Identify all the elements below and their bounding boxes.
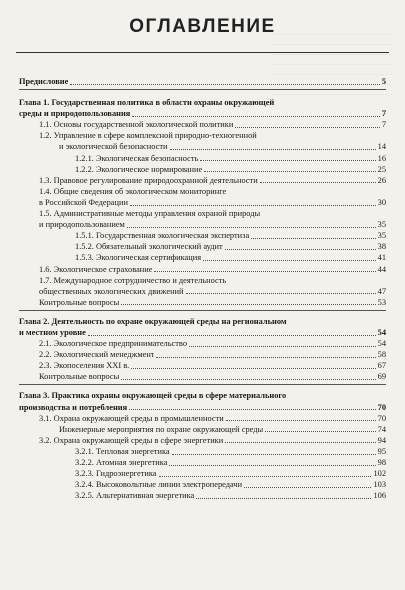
- chapter-1-title[interactable]: [19, 108, 386, 119]
- entry-text: 1.5.3. Экологическая сертификация: [75, 253, 202, 263]
- page-number: 69: [377, 372, 386, 382]
- leader-dots: [251, 238, 375, 239]
- toc-entry-3-2[interactable]: [19, 435, 386, 446]
- page-title: ОГЛАВЛЕНИЕ: [129, 16, 276, 37]
- toc-entry-1-3[interactable]: [19, 175, 386, 186]
- entry-text: и экологической безопасности: [59, 142, 168, 152]
- leader-dots: [129, 409, 375, 410]
- toc-entry-1-5-1[interactable]: [19, 230, 386, 241]
- toc-entry-1-7[interactable]: [19, 286, 386, 297]
- leader-dots: [154, 271, 375, 272]
- toc-entry-1-5-3[interactable]: [19, 252, 386, 263]
- entry-text: 1.5.1. Государственная экологическая экспертиза: [75, 231, 250, 241]
- entry-text: 3.2.1. Тепловая энергетика: [75, 446, 170, 456]
- toc-entry-3-2-2[interactable]: [19, 457, 386, 468]
- chapter-2-block: [19, 316, 386, 386]
- page-number: 47: [377, 286, 386, 296]
- leader-dots: [200, 160, 375, 161]
- entry-text: и природопользованием: [39, 220, 125, 230]
- entry-text: 1.5.2. Обязательный экологический аудит: [75, 242, 223, 252]
- leader-dots: [159, 476, 372, 477]
- chapter-3-title[interactable]: [19, 402, 386, 413]
- page-number: 38: [377, 242, 386, 252]
- page-number: 95: [377, 446, 386, 456]
- entry-text: 2.3. Экопоселения XXI в.: [39, 361, 130, 371]
- page-number: 53: [377, 297, 386, 307]
- preface-block: [19, 76, 386, 90]
- entry-text: в Российской Федерации: [39, 197, 128, 207]
- toc-entry-2-1[interactable]: [19, 338, 386, 349]
- toc-entry-1-4-line1[interactable]: 1.4. Общие сведения об экологическом мониторинге: [39, 186, 227, 196]
- leader-dots: [260, 182, 376, 183]
- page-number: 98: [377, 458, 386, 467]
- entry-text: Контрольные вопросы: [39, 372, 120, 382]
- page-number: 54: [377, 327, 386, 337]
- entry-text: 1.6. Экологическое страхование: [39, 264, 153, 274]
- page-number: 5: [381, 77, 386, 86]
- page-number: 30: [377, 197, 386, 207]
- leader-dots: [131, 368, 375, 369]
- toc-entry-1-5[interactable]: [19, 219, 386, 230]
- table-of-contents: [19, 76, 386, 501]
- page-number: 67: [377, 361, 386, 371]
- page-number: 41: [377, 253, 386, 263]
- page-number: 16: [377, 153, 386, 163]
- leader-dots: [235, 127, 379, 128]
- leader-dots: [121, 304, 375, 305]
- toc-entry-1-5-line1[interactable]: 1.5. Административные методы управления охраной природы: [39, 209, 261, 219]
- leader-dots: [196, 498, 371, 499]
- page-number: 7: [381, 120, 386, 130]
- leader-dots: [156, 357, 375, 358]
- toc-entry-1-2-2[interactable]: [19, 164, 386, 175]
- leader-dots: [244, 487, 371, 488]
- entry-text: 3.2.2. Атомная энергетика: [75, 458, 168, 467]
- leader-dots: [130, 205, 376, 206]
- page-number: 103: [373, 480, 386, 490]
- page-number: 70: [377, 413, 386, 423]
- chapter-1-block: [19, 97, 386, 311]
- toc-entry-1-2-line1[interactable]: 1.2. Управление в сфере комплексной природно-техногенной: [39, 131, 257, 141]
- entry-text: производства и потребления: [19, 402, 128, 412]
- toc-entry-1-1[interactable]: [19, 119, 386, 130]
- leader-dots: [88, 335, 376, 336]
- entry-text: Предисловие: [19, 77, 69, 86]
- page-number: 54: [377, 339, 386, 349]
- leader-dots: [226, 420, 376, 421]
- toc-entry-1-4[interactable]: [19, 197, 386, 208]
- leader-dots: [170, 149, 376, 150]
- entry-text: 1.2.2. Экологическое нормирование: [75, 164, 203, 174]
- leader-dots: [169, 465, 375, 466]
- page-number: 7: [381, 109, 386, 119]
- toc-entry-2-3[interactable]: [19, 360, 386, 371]
- title-divider: [16, 52, 389, 53]
- entry-text: 2.2. Экологический менеджмент: [39, 350, 155, 360]
- toc-entry-3-1[interactable]: [19, 413, 386, 424]
- entry-text: 3.1. Охрана окружающей среды в промышленности: [39, 413, 224, 423]
- leader-dots: [186, 293, 376, 294]
- entry-text: 3.2.3. Гидроэнергетика: [75, 469, 157, 479]
- chapter-1-title-line1[interactable]: Глава 1. Государственная политика в области охраны окружающей: [19, 98, 275, 108]
- toc-entry-ch2-questions[interactable]: [19, 371, 386, 382]
- entry-text: 1.1. Основы государственной экологической политики: [39, 120, 234, 130]
- leader-dots: [132, 116, 379, 117]
- entry-text: 3.2.4. Высоковольтные линии электропередачи: [75, 480, 243, 490]
- leader-dots: [189, 346, 376, 347]
- chapter-2-title[interactable]: [19, 327, 386, 338]
- entry-text: 2.1. Экологическое предпринимательство: [39, 339, 188, 349]
- toc-entry-3-2-4[interactable]: [19, 479, 386, 490]
- entry-text: 3.2.5. Альтернативная энергетика: [75, 491, 195, 501]
- page-number: 94: [377, 435, 386, 445]
- toc-entry-2-2[interactable]: [19, 349, 386, 360]
- page-number: 106: [373, 491, 386, 501]
- toc-entry-preface[interactable]: [19, 76, 386, 87]
- page-number: 44: [377, 264, 386, 274]
- page-number: 35: [377, 220, 386, 230]
- entry-text: и местном уровне: [19, 327, 86, 337]
- toc-entry-3-2-5[interactable]: [19, 490, 386, 501]
- entry-text: Инженерные мероприятия по охране окружающей среды: [59, 424, 264, 434]
- toc-entry-1-2-1[interactable]: [19, 153, 386, 164]
- page-number: 58: [377, 350, 386, 360]
- leader-dots: [203, 260, 376, 261]
- toc-entry-1-2[interactable]: [19, 141, 386, 152]
- chapter-3-block: [19, 390, 386, 501]
- chapter-3-title-line1[interactable]: Глава 3. Практика охраны окружающей среды в сфере материального: [19, 391, 287, 401]
- toc-entry-3-2-3[interactable]: [19, 468, 386, 479]
- page-number: 14: [377, 142, 386, 152]
- entry-text: 1.2.1. Экологическая безопасность: [75, 153, 199, 163]
- entry-text: Контрольные вопросы: [39, 297, 120, 307]
- leader-dots: [225, 442, 375, 443]
- entry-text: общественных экологических движений: [39, 286, 184, 296]
- leader-dots: [204, 171, 375, 172]
- toc-entry-1-7-line1[interactable]: 1.7. Международное сотрудничество и деятельность: [39, 275, 227, 285]
- toc-entry-3-1-engineering[interactable]: [19, 424, 386, 435]
- page-number: 102: [373, 469, 386, 479]
- leader-dots: [127, 227, 376, 228]
- leader-dots: [225, 249, 376, 250]
- page-number: 25: [377, 164, 386, 174]
- page-number: 74: [377, 424, 386, 434]
- leader-dots: [121, 379, 375, 380]
- toc-entry-1-5-2[interactable]: [19, 241, 386, 252]
- page-number: 70: [377, 402, 386, 412]
- toc-entry-ch1-questions[interactable]: [19, 297, 386, 308]
- page-number: 26: [377, 175, 386, 185]
- entry-text: 3.2. Охрана окружающей среды в сфере энергетики: [39, 435, 224, 445]
- entry-text: среды и природопользования: [19, 109, 131, 119]
- toc-entry-1-6[interactable]: [19, 264, 386, 275]
- toc-entry-3-2-1[interactable]: [19, 446, 386, 457]
- page-number: 35: [377, 231, 386, 241]
- entry-text: 1.3. Правовое регулирование природоохранной деятельности: [39, 175, 258, 185]
- leader-dots: [70, 84, 380, 85]
- leader-dots: [172, 454, 376, 455]
- leader-dots: [265, 431, 375, 432]
- chapter-2-title-line1[interactable]: Глава 2. Деятельность по охране окружающей среды на региональном: [19, 316, 287, 326]
